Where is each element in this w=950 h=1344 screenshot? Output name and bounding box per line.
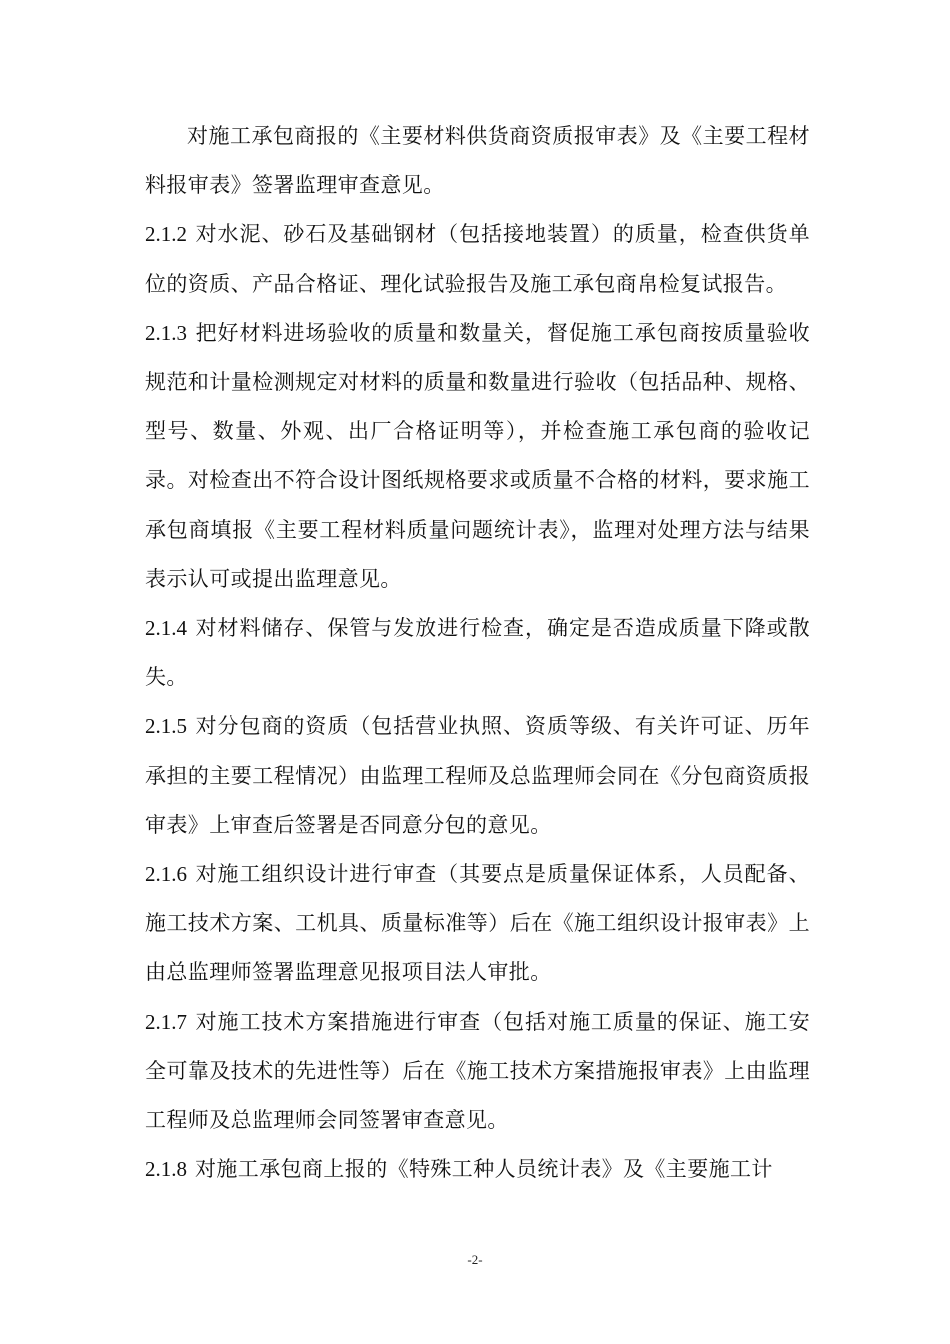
paragraph-2-1-5 — [145, 702, 810, 850]
paragraph-2-1-4 — [145, 604, 810, 702]
section-number: 2.1.5 — [145, 714, 187, 739]
paragraph-text: 对施工承包商报的《主要材料供货商资质报审表》及《主要工程材料报审表》签署监理审查意见。 — [145, 124, 810, 198]
paragraph-2-1-6 — [145, 850, 810, 998]
section-number: 2.1.2 — [145, 222, 187, 247]
paragraph-text: 对施工组织设计进行审查（其要点是质量保证体系，人员配备、施工技术方案、工机具、质量标准等）后在《施工组织设计报审表》上由总监理师签署监理意见报项目法人审批。 — [145, 862, 810, 985]
paragraph-2-1-8 — [145, 1145, 810, 1194]
section-number: 2.1.6 — [145, 862, 187, 887]
section-number: 2.1.8 — [145, 1157, 187, 1182]
paragraph-intro — [145, 112, 810, 210]
section-number: 2.1.3 — [145, 320, 187, 345]
paragraph-text: 把好材料进场验收的质量和数量关，督促施工承包商按质量验收规范和计量检测规定对材料的质量和数量进行验收（包括品种、规格、型号、数量、外观、出厂合格证明等），并检查施工承包商的验收记录。对检查出不符合设计图纸规格要求或质量不合格的材料，要求施工承包商填报《主要工程材料质量问题统计表》，监理对处理方法与结果表示认可或提出监理意见。 — [145, 320, 810, 591]
section-number: 2.1.4 — [145, 616, 187, 641]
section-number: 2.1.7 — [145, 1009, 187, 1034]
paragraph-text: 对水泥、砂石及基础钢材（包括接地装置）的质量，检查供货单位的资质、产品合格证、理化试验报告及施工承包商帛检复试报告。 — [145, 222, 810, 296]
paragraph-2-1-3 — [145, 309, 810, 604]
paragraph-text: 对施工承包商上报的《特殊工种人员统计表》及《主要施工计 — [195, 1157, 773, 1182]
page-number: -2- — [467, 1252, 483, 1267]
document-body — [145, 112, 810, 1194]
paragraph-text: 对施工技术方案措施进行审查（包括对施工质量的保证、施工安全可靠及技术的先进性等）后在《施工技术方案措施报审表》上由监理工程师及总监理师会同签署审查意见。 — [145, 1009, 810, 1133]
paragraph-text: 对分包商的资质（包括营业执照、资质等级、有关许可证、历年承担的主要工程情况）由监理工程师及总监理师会同在《分包商资质报审表》上审查后签署是否同意分包的意见。 — [145, 714, 810, 837]
paragraph-text: 对材料储存、保管与发放进行检查，确定是否造成质量下降或散失。 — [145, 616, 810, 690]
paragraph-2-1-7 — [145, 998, 810, 1146]
paragraph-2-1-2 — [145, 210, 810, 308]
